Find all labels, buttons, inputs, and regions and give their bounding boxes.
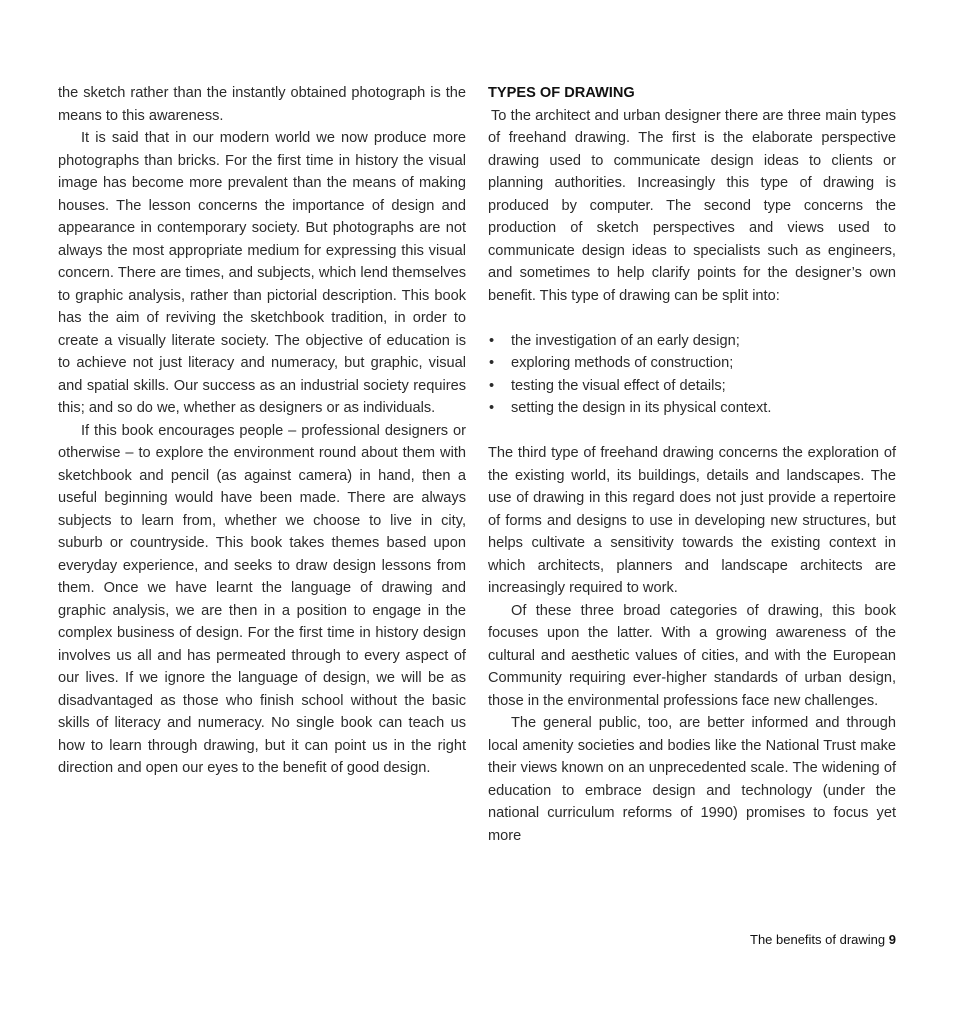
section-heading: TYPES OF DRAWING bbox=[488, 85, 635, 101]
right-column bbox=[488, 82, 896, 847]
right-paragraph-3: The general public, too, are better informed and through local amenity societies and bodies like the National Trust make their views known on an unprecedented scale. The widening of education to embrace design and technology (under the national curriculum reforms of 1990) promises to focus yet more bbox=[488, 715, 896, 844]
bullet-icon: • bbox=[489, 400, 495, 416]
right-paragraph-2: Of these three broad categories of drawing, this book focuses upon the latter. With a growing awareness of the cultural and aesthetic values of cities, and with the European Community requiring ever-higher standards of urban design, those in the environmental professions face new challenges. bbox=[488, 602, 896, 709]
bullet-icon: • bbox=[489, 377, 495, 394]
list-item-text: setting the design in its physical context. bbox=[511, 400, 772, 416]
left-column bbox=[58, 82, 466, 780]
list-item bbox=[488, 375, 896, 398]
spacer bbox=[488, 420, 896, 443]
list-item bbox=[488, 397, 896, 420]
list-item-text: the investigation of an early design; bbox=[511, 332, 740, 349]
right-paragraph-1: The third type of freehand drawing concerns the exploration of the existing world, its buildings, details and landscapes. The use of drawing in this regard does not just provide a repertoire of forms and designs to use in developing new structures, but helps cultivate a sensitivity towards the existing context in which architects, planners and landscape architects are increasingly required to work. bbox=[488, 445, 896, 596]
right-intro-paragraph: To the architect and urban designer there are three main types of freehand drawing. The first is the elaborate perspective drawing used to communicate design ideas to clients or planning authorities. Increasingly this type of drawing is produced by computer. The second type concerns the production of sketch perspectives and views used to communicate design ideas to specialists such as engineers, and sometimes to help clarify points for the designer’s own benefit. This type of drawing can be split into: bbox=[488, 107, 896, 304]
list-item-text: testing the visual effect of details; bbox=[511, 377, 726, 394]
left-paragraph-1: the sketch rather than the instantly obtained photograph is the means to this awareness. bbox=[58, 85, 466, 124]
bullet-icon: • bbox=[489, 332, 495, 349]
spacer bbox=[488, 307, 896, 330]
list-item-text: exploring methods of construction; bbox=[511, 355, 734, 371]
page-footer bbox=[600, 930, 896, 950]
running-title: The benefits of drawing bbox=[750, 932, 886, 947]
left-paragraph-3: If this book encourages people – professional designers or otherwise – to explore the environment round about them with sketchbook and pencil (as against camera) in hand, then a useful beginning would have been made. There are always subjects to learn from, whether we choose to live in city, suburb or countryside. This book takes themes based upon everyday experience, and seeks to draw design lessons from them. Once we have learnt the language of drawing and graphic analysis, we are then in a position to engage in the complex business of design. For the first time in history design involves us all and has permeated through to every aspect of our lives. If we ignore the language of design, we will be as disadvantaged as those who finish school without the basic skills of literacy and numeracy. No single book can teach us how to learn through drawing, but it can point us in the right direction and open our eyes to the benefit of good design. bbox=[58, 422, 466, 776]
bullet-icon: • bbox=[489, 355, 495, 371]
left-paragraph-2: It is said that in our modern world we now produce more photographs than bricks. For the first time in history the visual image has become more prevalent than the means of making houses. The lesson concerns the importance of design and appearance in contemporary society. But photographs are not always the most appropriate medium for expressing this visual concern. There are times, and subjects, which lend themselves to graphic analysis, rather than pictorial description. This book has the aim of reviving the sketchbook tradition, in order to create a visually literate society. The objective of education is to achieve not just literacy and numeracy, but graphic, visual and spatial skills. Our success as an industrial society requires this; and so do we, whether as designers or as individuals. bbox=[58, 130, 466, 416]
list-item bbox=[488, 330, 896, 353]
list-item bbox=[488, 352, 896, 375]
drawing-types-list bbox=[488, 330, 896, 420]
page-number: 9 bbox=[888, 932, 896, 947]
